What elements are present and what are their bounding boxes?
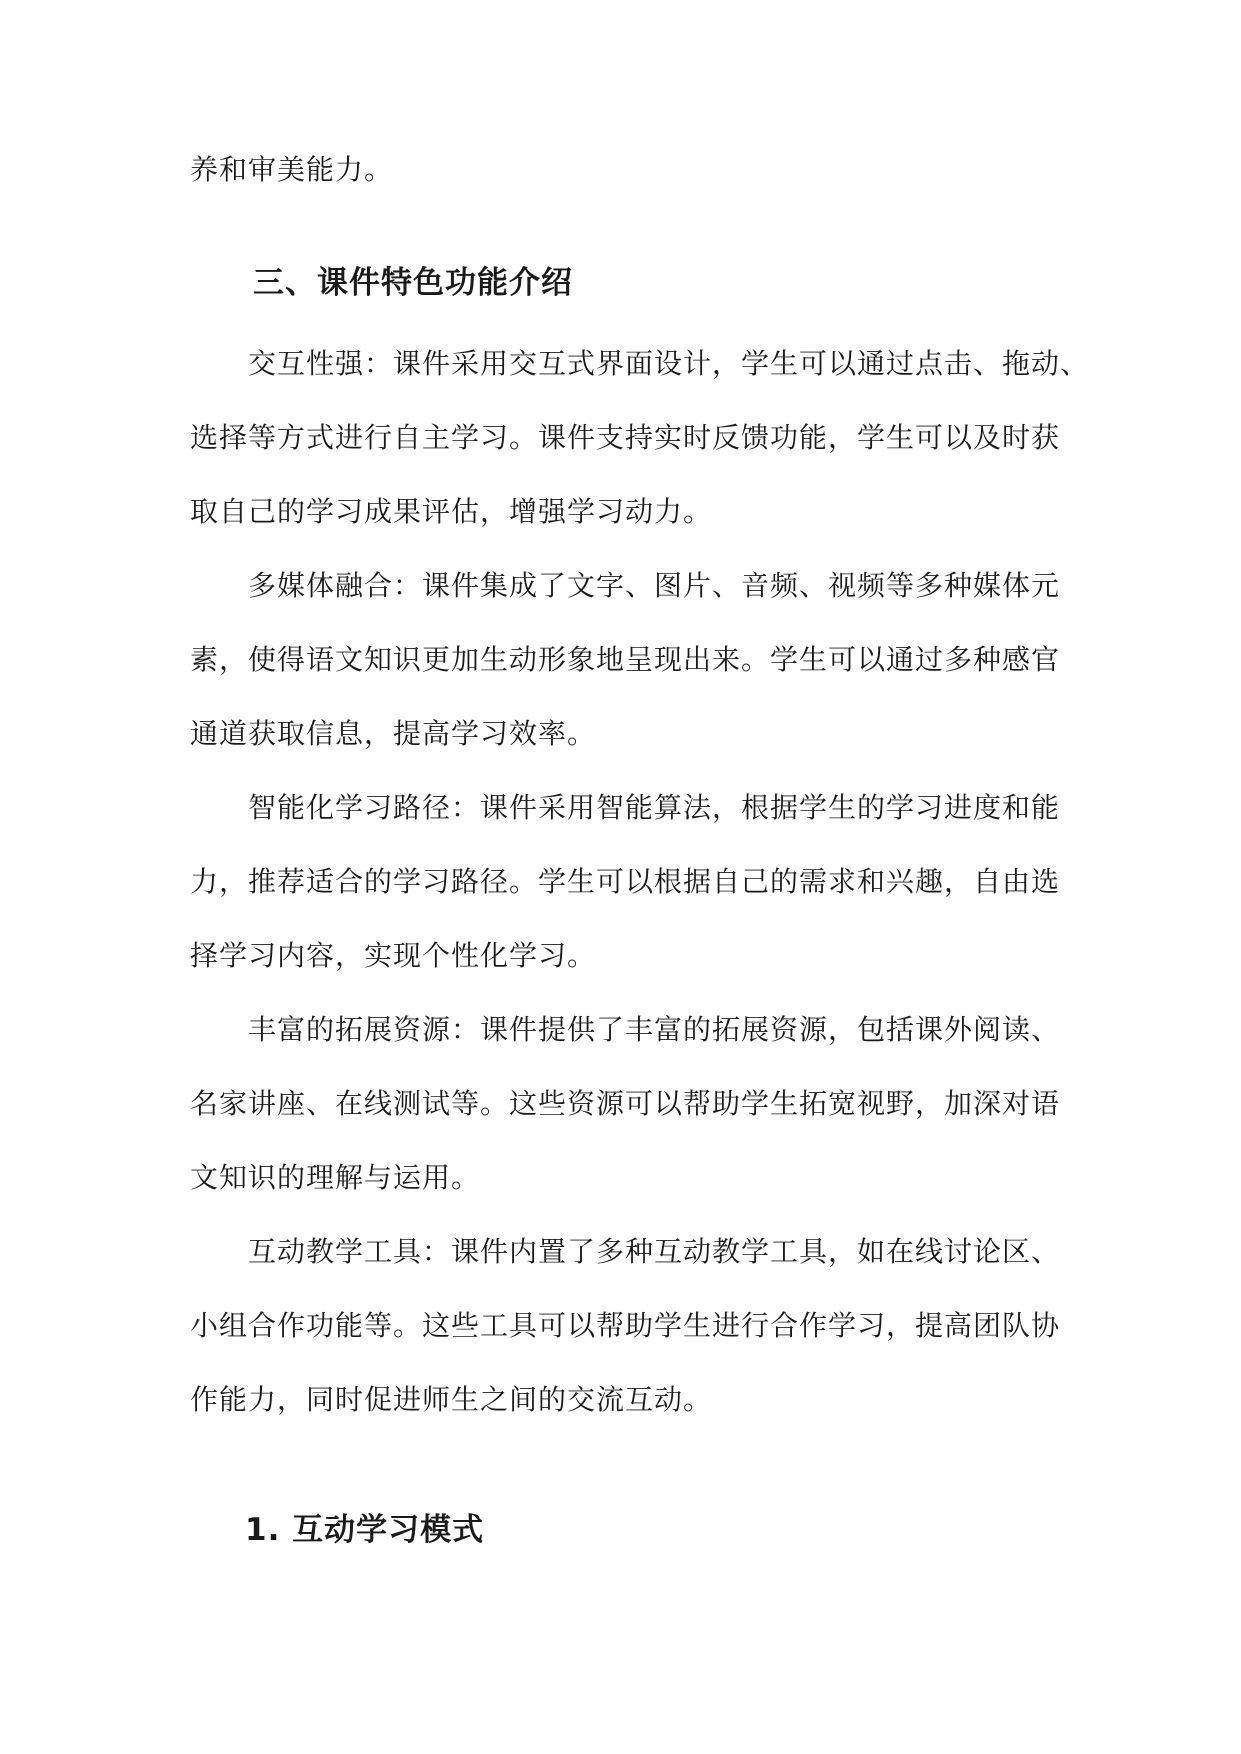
paragraph-1-line-3: 取自己的学习成果评估，增强学习动力。: [190, 495, 713, 528]
paragraph-2-line-3: 通道获取信息，提高学习效率。: [190, 717, 597, 750]
paragraph-5-line-3: 作能力，同时促进师生之间的交流互动。: [190, 1383, 713, 1416]
paragraph-4-line-1: 丰富的拓展资源：课件提供了丰富的拓展资源，包括课外阅读、: [248, 1013, 1061, 1046]
paragraph-5-line-1: 互动教学工具：课件内置了多种互动教学工具，如在线讨论区、: [248, 1235, 1061, 1268]
paragraph-1-line-2: 选择等方式进行自主学习。课件支持实时反馈功能，学生可以及时获: [190, 421, 1061, 454]
paragraph-4-line-2: 名家讲座、在线测试等。这些资源可以帮助学生拓宽视野，加深对语: [190, 1087, 1061, 1120]
paragraph-2-line-1: 多媒体融合：课件集成了文字、图片、音频、视频等多种媒体元: [248, 569, 1061, 602]
section-heading: 三、课件特色功能介绍: [253, 265, 573, 301]
paragraph-4-line-3: 文知识的理解与运用。: [190, 1161, 481, 1194]
paragraph-line-intro-tail: 养和审美能力。: [190, 153, 394, 186]
paragraph-3-line-1: 智能化学习路径：课件采用智能算法，根据学生的学习进度和能: [248, 791, 1061, 824]
paragraph-2-line-2: 素，使得语文知识更加生动形象地呈现出来。学生可以通过多种感官: [190, 643, 1061, 676]
paragraph-5-line-2: 小组合作功能等。这些工具可以帮助学生进行合作学习，提高团队协: [190, 1309, 1061, 1342]
paragraph-3-line-3: 择学习内容，实现个性化学习。: [190, 939, 597, 972]
subsection-heading: 1. 互动学习模式: [245, 1512, 485, 1548]
paragraph-3-line-2: 力，推荐适合的学习路径。学生可以根据自己的需求和兴趣，自由选: [190, 865, 1061, 898]
paragraph-1-line-1: 交互性强：课件采用交互式界面设计，学生可以通过点击、拖动、: [248, 347, 1090, 380]
